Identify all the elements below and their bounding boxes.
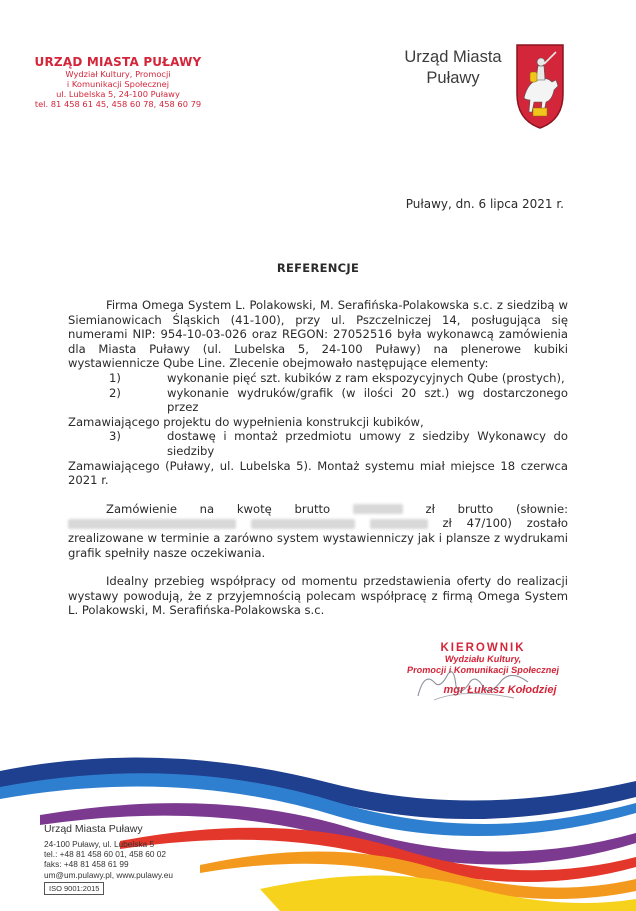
paragraph-2-part-a: Zamówienie na kwotę brutto xyxy=(106,501,331,516)
letter-body xyxy=(68,298,568,618)
list-item-number: 3) xyxy=(109,429,121,444)
footer-fax: faks: +48 81 458 61 99 xyxy=(44,859,129,870)
footer-contact: um@um.pulawy.pl, www.pulawy.eu xyxy=(44,869,173,880)
list-item-text: wykonanie wydruków/grafik (w ilości 20 szt.) wg dostarczonego przez xyxy=(167,385,568,415)
list-item-text: wykonanie pięć szt. kubików z ram ekspozycyjnych Qube (prostych), xyxy=(167,370,565,385)
list-item xyxy=(68,371,568,386)
header-right-block xyxy=(400,47,506,89)
header-right-line1: Urząd Miasta xyxy=(404,48,502,66)
footer-block xyxy=(44,823,173,880)
paragraph-2-part-c: zł 47/100) zostało zrealizowane w terminie a zarówno system wystawienniczy jak i plansze z wydrukami grafik spełniły nasze oczekiwania. xyxy=(68,516,569,560)
list-item-text: dostawę i montaż przedmiotu umowy z siedziby Wykonawcy do siedziby xyxy=(167,429,568,458)
header-right-line2: Puławy xyxy=(426,69,480,87)
paragraph-3: Idealny przebieg współpracy od momentu przedstawienia oferty do realizacji wystawy powodują, że z przyjemnością polecam współpracę z firmą Omega System L. Polakowski, M. Serafińska-Polakowska s.c. xyxy=(68,574,568,618)
document-title: REFERENCJE xyxy=(276,261,360,275)
redacted-amount-words xyxy=(68,519,236,529)
stamp-dept-line: Wydziału Kultury, xyxy=(444,654,522,664)
letter-date: Puławy, dn. 6 lipca 2021 r. xyxy=(405,197,564,211)
footer-phone: tel.: +48 81 458 60 01, 458 60 02 xyxy=(44,849,167,860)
list-item-continuation: Zamawiającego projektu do wypełnienia konstrukcji kubików, xyxy=(68,414,424,429)
redacted-amount xyxy=(353,504,403,514)
header-phone: tel. 81 458 61 45, 458 60 78, 458 60 79 xyxy=(34,99,202,109)
header-address: ul. Lubelska 5, 24-100 Puławy xyxy=(56,89,180,99)
paragraph-2 xyxy=(68,502,568,560)
coat-of-arms-icon xyxy=(514,42,566,130)
paragraph-1: Firma Omega System L. Polakowski, M. Serafińska-Polakowska s.c. z siedzibą w Siemianowicach Śląskich (41-100), przy ul. Pszczelniczej 14, posługująca się numerami NIP: 954-10-03-026 oraz REGON: 27052516 była wykonawcą zamówienia dla Miasta Puławy (ul. Lubelska 5, 24-100 Puławy) na plenerowe kubiki wystawiennicze Qube Line. Zlecenie obejmowało następujące elementy: xyxy=(68,298,568,371)
redacted-amount-words xyxy=(251,519,355,529)
header-org-name: URZĄD MIASTA PUŁAWY xyxy=(34,55,202,69)
redacted-amount-words xyxy=(370,519,428,529)
header-dept-line: Wydział Kultury, Promocji xyxy=(65,69,171,79)
header-left-block xyxy=(28,55,208,109)
stamp-title: KIEROWNIK xyxy=(440,642,526,654)
header-dept-line: i Komunikacji Społecznej xyxy=(66,79,170,89)
footer-address: 24-100 Puławy, ul. Lubelska 5 xyxy=(44,839,155,849)
footer-org-name: Urząd Miasta Puławy xyxy=(44,823,143,835)
stamp-name: mgr Łukasz Kołodziej xyxy=(443,684,557,696)
list-item xyxy=(68,429,568,458)
paragraph-2-part-b: zł brutto (słownie: xyxy=(425,501,569,516)
list-item-continuation: Zamawiającego (Puławy, ul. Lubelska 5). Montaż systemu miał miejsce 18 czerwca 2021 r. xyxy=(68,458,568,488)
iso-badge: ISO 9001:2015 xyxy=(44,882,104,895)
list-item-number: 2) xyxy=(109,385,121,400)
stamp-dept-line: Promocji i Komunikacji Społecznej xyxy=(406,665,560,675)
handwritten-signature xyxy=(404,652,544,708)
list-item-number: 1) xyxy=(109,370,121,385)
list-item xyxy=(68,386,568,415)
